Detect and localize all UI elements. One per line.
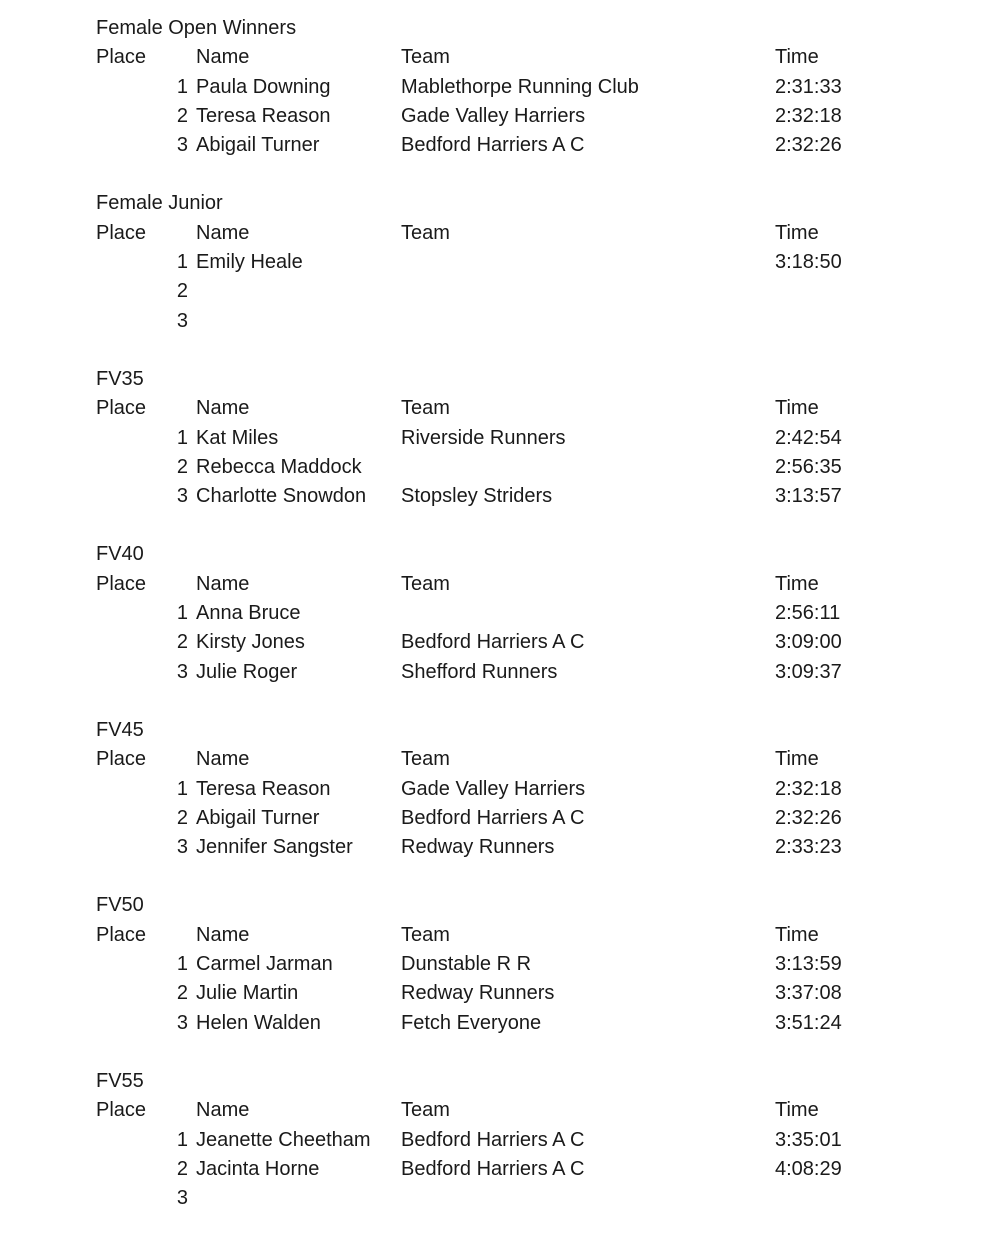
time-header: Time: [775, 923, 819, 946]
name-cell: Anna Bruce: [196, 602, 301, 625]
name-header: Name: [196, 748, 250, 771]
time-cell: 3:18:50: [775, 251, 842, 274]
result-row: [0, 979, 1000, 1008]
place-header: Place: [96, 923, 147, 946]
name-cell: Jeanette Cheetham: [196, 1128, 371, 1151]
place-cell: 2: [176, 1157, 188, 1180]
place-header: Place: [96, 46, 147, 69]
time-cell: 3:13:57: [775, 485, 842, 508]
place-cell: 1: [176, 602, 188, 625]
result-row: [0, 248, 1000, 277]
result-row: [0, 1009, 1000, 1038]
team-header: Team: [401, 397, 450, 420]
name-cell: Kat Miles: [196, 426, 279, 449]
team-cell: Riverside Runners: [401, 426, 566, 449]
name-cell: Abigail Turner: [196, 134, 320, 157]
team-cell: Bedford Harriers A C: [401, 631, 585, 654]
time-cell: 2:32:26: [775, 806, 842, 829]
name-cell: Paula Downing: [196, 75, 331, 98]
time-header: Time: [775, 1099, 819, 1122]
place-cell: 3: [176, 485, 188, 508]
place-cell: 1: [176, 1128, 188, 1151]
result-row: [0, 1126, 1000, 1155]
time-cell: 3:09:00: [775, 631, 842, 654]
team-cell: Bedford Harriers A C: [401, 806, 585, 829]
result-row: [0, 102, 1000, 131]
place-cell: 2: [176, 280, 188, 303]
name-cell: Julie Roger: [196, 660, 298, 683]
results-document: [0, 14, 1000, 1242]
team-cell: Fetch Everyone: [401, 1011, 542, 1034]
name-cell: Charlotte Snowdon: [196, 485, 367, 508]
place-header: Place: [96, 221, 147, 244]
time-cell: 3:51:24: [775, 1011, 842, 1034]
team-header: Team: [401, 748, 450, 771]
time-cell: 3:09:37: [775, 660, 842, 683]
name-cell: Rebecca Maddock: [196, 455, 362, 478]
result-row: [0, 482, 1000, 511]
column-header-row: [0, 43, 1000, 72]
result-row: [0, 950, 1000, 979]
section-fv40: [0, 540, 1000, 686]
name-cell: Jennifer Sangster: [196, 836, 353, 859]
column-header-row: [0, 570, 1000, 599]
team-cell: Shefford Runners: [401, 660, 558, 683]
place-cell: 3: [176, 660, 188, 683]
team-header: Team: [401, 221, 450, 244]
section-female-open-winners: [0, 14, 1000, 160]
result-row: [0, 804, 1000, 833]
section-title: Female Open Winners: [96, 17, 297, 39]
section-title-row: [0, 891, 1000, 920]
place-cell: 2: [176, 806, 188, 829]
section-title-row: [0, 365, 1000, 394]
time-cell: 2:56:11: [775, 602, 841, 625]
place-cell: 3: [176, 309, 188, 332]
place-cell: 3: [176, 836, 188, 859]
section-fv45: [0, 716, 1000, 862]
name-header: Name: [196, 397, 250, 420]
name-cell: Julie Martin: [196, 982, 299, 1005]
team-cell: Gade Valley Harriers: [401, 104, 586, 127]
team-header: Team: [401, 572, 450, 595]
place-cell: 1: [176, 777, 188, 800]
section-title: FV55: [96, 1069, 144, 1092]
section-title: Female Junior: [96, 192, 223, 215]
place-cell: 2: [176, 631, 188, 654]
team-cell: Stopsley Striders: [401, 485, 553, 508]
result-row: [0, 599, 1000, 628]
column-header-row: [0, 921, 1000, 950]
section-female-junior: [0, 189, 1000, 335]
name-cell: Emily Heale: [196, 251, 303, 274]
place-cell: 2: [176, 982, 188, 1005]
name-cell: Jacinta Horne: [196, 1157, 320, 1180]
result-row: [0, 307, 1000, 336]
time-header: Time: [775, 46, 819, 69]
place-cell: 1: [176, 426, 188, 449]
team-cell: Bedford Harriers A C: [401, 1128, 585, 1151]
time-cell: 3:13:59: [775, 953, 842, 976]
team-header: Team: [401, 1099, 450, 1122]
result-row: [0, 775, 1000, 804]
result-row: [0, 131, 1000, 160]
column-header-row: [0, 394, 1000, 423]
time-cell: 2:33:23: [775, 836, 842, 859]
time-header: Time: [775, 221, 819, 244]
time-cell: 2:32:18: [775, 104, 842, 127]
result-row: [0, 1155, 1000, 1184]
time-cell: 3:35:01: [775, 1128, 842, 1151]
section-title: FV40: [96, 543, 144, 566]
name-cell: Carmel Jarman: [196, 953, 333, 976]
result-row: [0, 628, 1000, 657]
name-cell: Abigail Turner: [196, 806, 320, 829]
place-cell: 1: [176, 75, 188, 98]
section-title: FV50: [96, 894, 144, 917]
time-cell: 2:56:35: [775, 455, 842, 478]
place-header: Place: [96, 1099, 147, 1122]
name-cell: Helen Walden: [196, 1011, 321, 1034]
team-cell: Redway Runners: [401, 836, 555, 859]
time-header: Time: [775, 397, 819, 420]
time-cell: 2:32:18: [775, 777, 842, 800]
result-row: [0, 73, 1000, 102]
name-header: Name: [196, 923, 250, 946]
place-header: Place: [96, 748, 147, 771]
section-title-row: [0, 189, 1000, 218]
time-header: Time: [775, 572, 819, 595]
name-header: Name: [196, 221, 250, 244]
section-title-row: [0, 540, 1000, 569]
section-title-row: [0, 14, 1000, 43]
column-header-row: [0, 1096, 1000, 1125]
team-header: Team: [401, 46, 450, 69]
result-row: [0, 424, 1000, 453]
place-cell: 3: [176, 1187, 188, 1210]
section-title-row: [0, 716, 1000, 745]
place-header: Place: [96, 397, 147, 420]
team-cell: Redway Runners: [401, 982, 555, 1005]
section-fv50: [0, 891, 1000, 1037]
result-row: [0, 1184, 1000, 1213]
time-cell: 3:37:08: [775, 982, 842, 1005]
place-cell: 3: [176, 1011, 188, 1034]
place-cell: 1: [176, 251, 188, 274]
column-header-row: [0, 219, 1000, 248]
section-title: FV35: [96, 367, 144, 390]
place-header: Place: [96, 572, 147, 595]
time-cell: 4:08:29: [775, 1157, 842, 1180]
time-cell: 2:31:33: [775, 75, 842, 98]
result-row: [0, 277, 1000, 306]
column-header-row: [0, 745, 1000, 774]
place-cell: 2: [176, 104, 188, 127]
name-cell: Kirsty Jones: [196, 631, 305, 654]
result-row: [0, 658, 1000, 687]
team-header: Team: [401, 923, 450, 946]
section-title-row: [0, 1067, 1000, 1096]
result-row: [0, 453, 1000, 482]
result-row: [0, 833, 1000, 862]
team-cell: Bedford Harriers A C: [401, 134, 585, 157]
place-cell: 1: [176, 953, 188, 976]
name-header: Name: [196, 1099, 250, 1122]
section-fv35: [0, 365, 1000, 511]
name-header: Name: [196, 572, 250, 595]
team-cell: Gade Valley Harriers: [401, 777, 586, 800]
team-cell: Bedford Harriers A C: [401, 1157, 585, 1180]
name-cell: Teresa Reason: [196, 104, 331, 127]
place-cell: 3: [176, 134, 188, 157]
section-fv55: [0, 1067, 1000, 1213]
place-cell: 2: [176, 455, 188, 478]
team-cell: Dunstable R R: [401, 953, 532, 976]
section-title: FV45: [96, 718, 144, 741]
team-cell: Mablethorpe Running Club: [401, 75, 639, 98]
name-header: Name: [196, 46, 250, 69]
time-header: Time: [775, 748, 819, 771]
time-cell: 2:32:26: [775, 134, 842, 157]
time-cell: 2:42:54: [775, 426, 842, 449]
name-cell: Teresa Reason: [196, 777, 331, 800]
